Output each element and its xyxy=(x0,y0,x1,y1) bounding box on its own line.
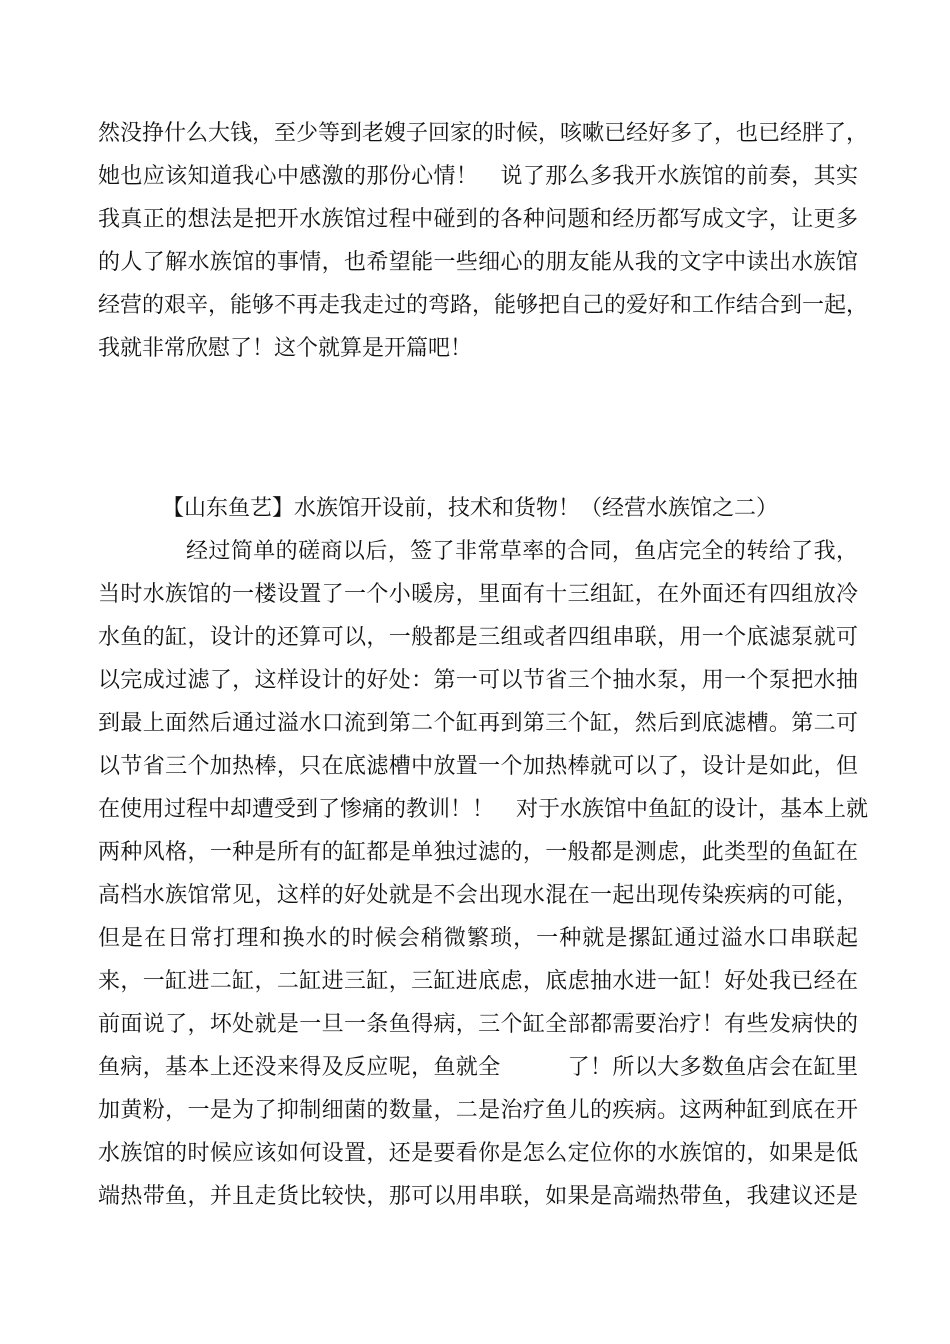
section-title: 【山东鱼艺】水族馆开设前，技术和货物！（经营水族馆之二） xyxy=(161,496,778,521)
paragraph-line: 我真正的想法是把开水族馆过程中碰到的各种问题和经历都写成文字，让更多 xyxy=(98,207,858,232)
paragraph-line: 在使用过程中却遭受到了惨痛的教训！！ 对于水族馆中鱼缸的设计，基本上就 xyxy=(98,797,869,822)
paragraph-line: 经营的艰辛，能够不再走我走过的弯路，能够把自己的爱好和工作结合到一起， xyxy=(98,293,869,318)
paragraph-line: 经过简单的磋商以后，签了非常草率的合同，鱼店完全的转给了我， xyxy=(186,539,858,564)
paragraph-line: 当时水族馆的一楼设置了一个小暖房，里面有十三组缸，在外面还有四组放冷 xyxy=(98,582,858,607)
paragraph-line: 两种风格，一种是所有的缸都是单独过滤的，一般都是测虑，此类型的鱼缸在 xyxy=(98,840,858,865)
paragraph-line: 但是在日常打理和换水的时候会稍微繁琐，一种就是摞缸通过溢水口串联起 xyxy=(98,926,858,951)
paragraph-line: 前面说了，坏处就是一旦一条鱼得病，三个缸全部都需要治疗！有些发病快的 xyxy=(98,1012,858,1037)
paragraph-line: 水族馆的时候应该如何设置，还是要看你是怎么定位你的水族馆的，如果是低 xyxy=(98,1141,858,1166)
paragraph-line: 高档水族馆常见，这样的好处就是不会出现水混在一起出现传染疾病的可能， xyxy=(98,883,858,908)
paragraph-line: 鱼病，基本上还没来得及反应呢，鱼就全 了！所以大多数鱼店会在缸里 xyxy=(98,1055,858,1080)
paragraph-line: 加黄粉，一是为了抑制细菌的数量，二是治疗鱼儿的疾病。这两种缸到底在开 xyxy=(98,1098,858,1123)
paragraph-line: 的人了解水族馆的事情，也希望能一些细心的朋友能从我的文字中读出水族馆 xyxy=(98,250,858,275)
paragraph-line: 以节省三个加热棒，只在底滤槽中放置一个加热棒就可以了，设计是如此，但 xyxy=(98,754,858,779)
paragraph-line: 水鱼的缸，设计的还算可以，一般都是三组或者四组串联，用一个底滤泵就可 xyxy=(98,625,858,650)
paragraph-line: 来，一缸进二缸，二缸进三缸，三缸进底虑，底虑抽水进一缸！好处我已经在 xyxy=(98,969,858,994)
paragraph-line: 到最上面然后通过溢水口流到第二个缸再到第三个缸，然后到底滤槽。第二可 xyxy=(98,711,858,736)
paragraph-line: 她也应该知道我心中感激的那份心情！ 说了那么多我开水族馆的前奏，其实 xyxy=(98,164,858,189)
paragraph-line: 我就非常欣慰了！这个就算是开篇吧！ xyxy=(98,336,473,361)
paragraph-line: 以完成过滤了，这样设计的好处：第一可以节省三个抽水泵，用一个泵把水抽 xyxy=(98,668,858,693)
paragraph-line: 端热带鱼，并且走货比较快，那可以用串联，如果是高端热带鱼，我建议还是 xyxy=(98,1184,858,1209)
paragraph-line: 然没挣什么大钱，至少等到老嫂子回家的时候，咳嗽已经好多了，也已经胖了， xyxy=(98,121,869,146)
